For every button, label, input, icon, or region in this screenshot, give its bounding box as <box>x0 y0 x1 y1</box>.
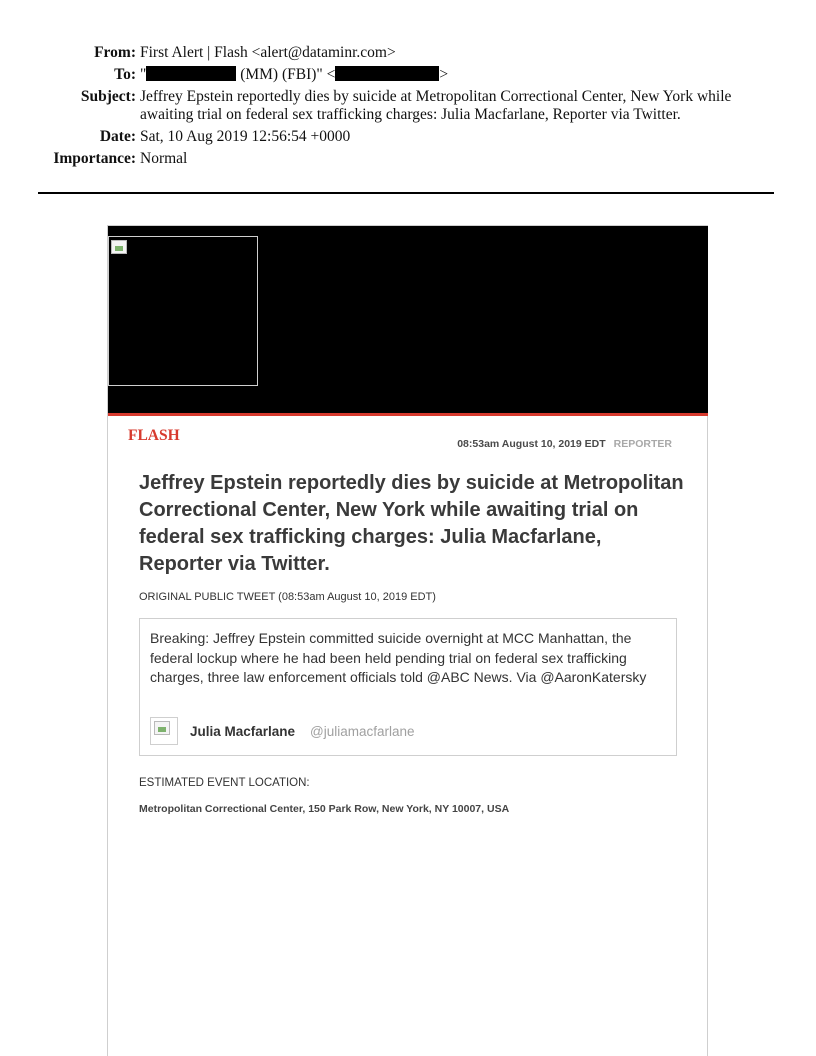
alert-card <box>107 225 708 1056</box>
alert-headline: Jeffrey Epstein reportedly dies by suicide at Metropolitan Correctional Center, New York while awaiting trial on federal sex trafficking charges: Julia Macfarlane, Reporter via Twitter. <box>139 472 684 575</box>
redaction-box <box>335 66 439 81</box>
broken-image-icon <box>154 721 170 735</box>
date-label: Date: <box>99 128 136 145</box>
alert-timestamp-row <box>457 438 672 450</box>
tweet-author-name[interactable]: Julia Macfarlane <box>190 724 296 739</box>
email-header <box>0 44 816 168</box>
accent-rule <box>108 413 708 416</box>
subject-label: Subject: <box>80 88 136 105</box>
alert-timestamp: 08:53am August 10, 2019 EDT <box>457 438 606 450</box>
alert-banner <box>108 226 708 413</box>
from-value: First Alert | Flash <alert@dataminr.com> <box>140 44 396 61</box>
subject-value: Jeffrey Epstein reportedly dies by suicide at Metropolitan Correctional Center, New York while awaiting trial on federal sex trafficking charges: Julia Macfarlane, Reporter via Twitter. <box>140 88 732 123</box>
tweet-author-handle[interactable]: @juliamacfarlane <box>310 724 415 739</box>
to-prefix: " <box>140 66 147 83</box>
to-label: To: <box>114 66 136 83</box>
source-type-badge: REPORTER <box>613 438 672 450</box>
location-label: ESTIMATED EVENT LOCATION: <box>139 777 310 789</box>
avatar <box>150 717 178 745</box>
broken-logo-image <box>108 236 258 386</box>
from-label: From: <box>94 44 136 61</box>
broken-image-icon <box>111 240 127 254</box>
importance-row <box>0 150 816 168</box>
to-value <box>140 66 760 84</box>
date-value: Sat, 10 Aug 2019 12:56:54 +0000 <box>140 128 351 145</box>
from-row <box>0 44 816 62</box>
alert-category: FLASH <box>128 427 180 444</box>
tweet-text: Breaking: Jeffrey Epstein committed suicide overnight at MCC Manhattan, the federal lockup where he had been held pending trial on federal sex trafficking charges, three law enforcement officials told @ABC News. Via @AaronKatersky <box>150 630 647 685</box>
to-suffix: > <box>439 66 449 83</box>
original-tweet-label: ORIGINAL PUBLIC TWEET (08:53am August 10, 2019 EDT) <box>139 591 436 603</box>
importance-label: Importance: <box>53 150 136 167</box>
location-value: Metropolitan Correctional Center, 150 Park Row, New York, NY 10007, USA <box>139 803 510 815</box>
date-row <box>0 128 816 146</box>
redaction-box <box>146 66 236 81</box>
importance-value: Normal <box>140 150 188 167</box>
to-row <box>0 66 816 84</box>
header-divider <box>38 192 774 194</box>
tweet-card <box>139 618 677 756</box>
to-middle: (MM) (FBI)" < <box>236 66 336 83</box>
subject-row <box>0 88 816 124</box>
